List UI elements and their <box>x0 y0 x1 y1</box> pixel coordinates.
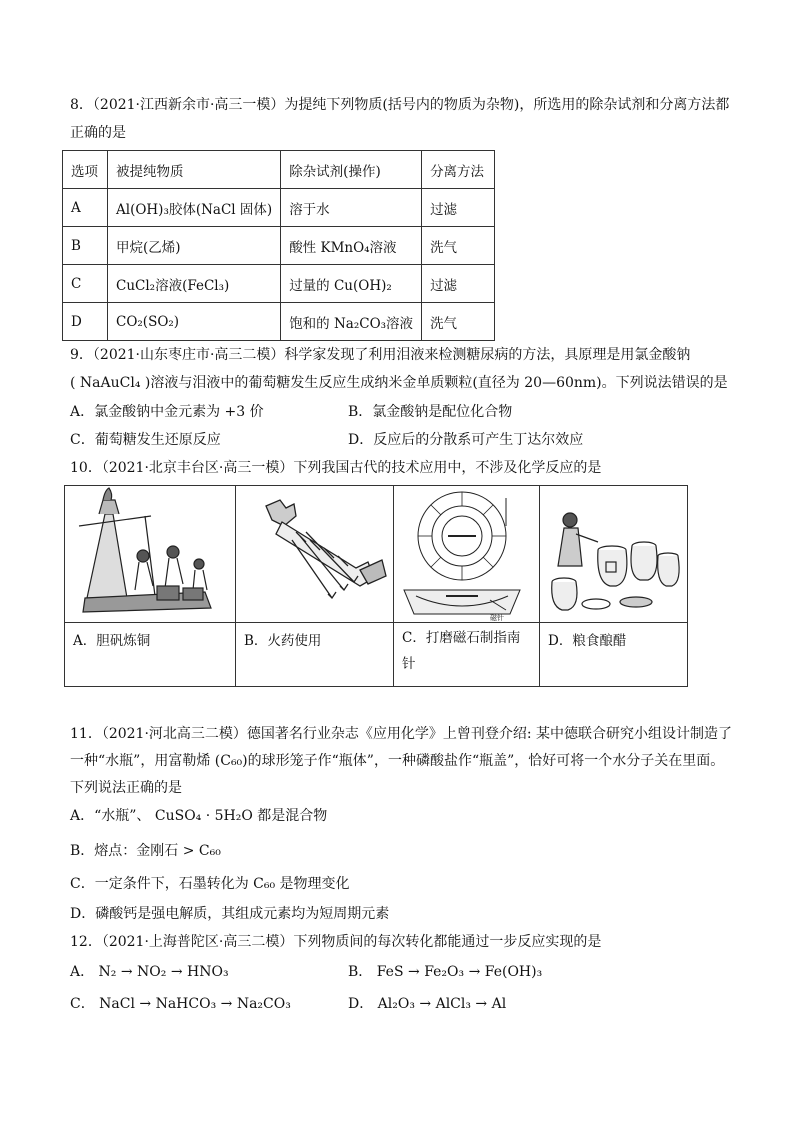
table-cell: 饱和的 Na₂CO₃溶液 <box>281 303 422 341</box>
q8-stem-line2: 正确的是 <box>70 125 126 141</box>
table-cell: C <box>63 265 108 303</box>
table-cell: A <box>63 189 108 227</box>
q12-option-a: A． N₂ → NO₂ → HNO₃ <box>70 964 229 980</box>
q11-option-c: C．一定条件下，石墨转化为 C₆₀ 是物理变化 <box>70 876 350 892</box>
table-cell: Al(OH)₃胶体(NaCl 固体) <box>108 189 281 227</box>
table-header-row <box>63 151 495 189</box>
q10-caption-c: C．打磨磁石制指南针 <box>394 622 540 686</box>
q11-stem-line2: 一种“水瓶”，用富勒烯 (C₆₀)的球形笼子作“瓶体”，一种磷酸盐作“瓶盖”，恰好可将一个水分子关在里面。 <box>70 753 725 769</box>
table-cell: 甲烷(乙烯) <box>108 227 281 265</box>
compass-illustration <box>394 486 540 622</box>
q9-option-c: C．葡萄糖发生还原反应 <box>70 432 221 448</box>
q10-stem: 10．（2021·北京丰台区·高三一模）下列我国古代的技术应用中，不涉及化学反应的是 <box>70 460 602 476</box>
table-cell: 过量的 Cu(OH)₂ <box>281 265 422 303</box>
q11-stem-line1: 11．（2021·河北高三二模）德国著名行业杂志《应用化学》上曾刊登介绍: 某中德联合研究小组设计制造了 <box>70 726 733 742</box>
q12-option-d: D． Al₂O₃ → AlCl₃ → Al <box>348 996 507 1012</box>
table-row <box>63 189 495 227</box>
q11-option-a: A．“水瓶”、 CuSO₄ · 5H₂O 都是混合物 <box>70 808 328 824</box>
table-cell: 过滤 <box>422 265 495 303</box>
table-cell: CO₂(SO₂) <box>108 303 281 341</box>
table-row <box>63 265 495 303</box>
q12-stem: 12．（2021·上海普陀区·高三二模）下列物质间的每次转化都能通过一步反应实现的是 <box>70 934 602 950</box>
table-row <box>63 303 495 341</box>
table-cell: B <box>63 227 108 265</box>
q10-caption-a: A．胆矾炼铜 <box>65 622 236 686</box>
q8-table <box>62 150 495 341</box>
q9-option-d: D．反应后的分散系可产生丁达尔效应 <box>348 432 584 448</box>
table-header-cell: 选项 <box>63 151 108 189</box>
vinegar-brewing-illustration <box>540 486 687 622</box>
q11-option-b: B．熔点：金刚石 > C₆₀ <box>70 843 221 859</box>
q8-stem-line1: 8．（2021·江西新余市·高三一模）为提纯下列物质(括号内的物质为杂物)，所选用的除杂试剂和分离方法都 <box>70 97 730 113</box>
q9-option-b: B．氯金酸钠是配位化合物 <box>348 404 513 420</box>
q11-stem-line3: 下列说法正确的是 <box>70 780 182 796</box>
table-cell: 溶于水 <box>281 189 422 227</box>
table-header-cell: 分离方法 <box>422 151 495 189</box>
table-cell: 过滤 <box>422 189 495 227</box>
table-cell: CuCl₂溶液(FeCl₃) <box>108 265 281 303</box>
q10-caption-d: D．粮食酿醋 <box>540 622 687 686</box>
q11-option-d: D．磷酸钙是强电解质，其组成元素均为短周期元素 <box>70 906 390 922</box>
table-cell: 酸性 KMnO₄溶液 <box>281 227 422 265</box>
q10-image-table <box>64 485 688 687</box>
copper-smelting-illustration <box>65 486 236 622</box>
q12-option-c: C． NaCl → NaHCO₃ → Na₂CO₃ <box>70 996 291 1012</box>
q9-stem-line1: 9．（2021·山东枣庄市·高三二模）科学家发现了利用泪液来检测糖尿病的方法，具原理是用氯金酸钠 <box>70 347 691 363</box>
table-cell: 洗气 <box>422 227 495 265</box>
q9-stem-line2: ( NaAuCl₄ )溶液与泪液中的葡萄糖发生反应生成纳米金单质颗粒(直径为 20—60nm)。下列说法错误的是 <box>70 375 728 391</box>
table-header-cell: 除杂试剂(操作) <box>281 151 422 189</box>
table-cell: D <box>63 303 108 341</box>
table-header-cell: 被提纯物质 <box>108 151 281 189</box>
q9-option-a: A．氯金酸钠中金元素为 +3 价 <box>70 404 264 420</box>
table-cell: 洗气 <box>422 303 495 341</box>
q10-caption-b: B．火药使用 <box>236 622 394 686</box>
compass-needle-label: 磁针 <box>490 614 504 622</box>
table-row <box>63 227 495 265</box>
q12-option-b: B． FeS → Fe₂O₃ → Fe(OH)₃ <box>348 964 543 980</box>
gunpowder-rocket-illustration <box>236 486 394 622</box>
